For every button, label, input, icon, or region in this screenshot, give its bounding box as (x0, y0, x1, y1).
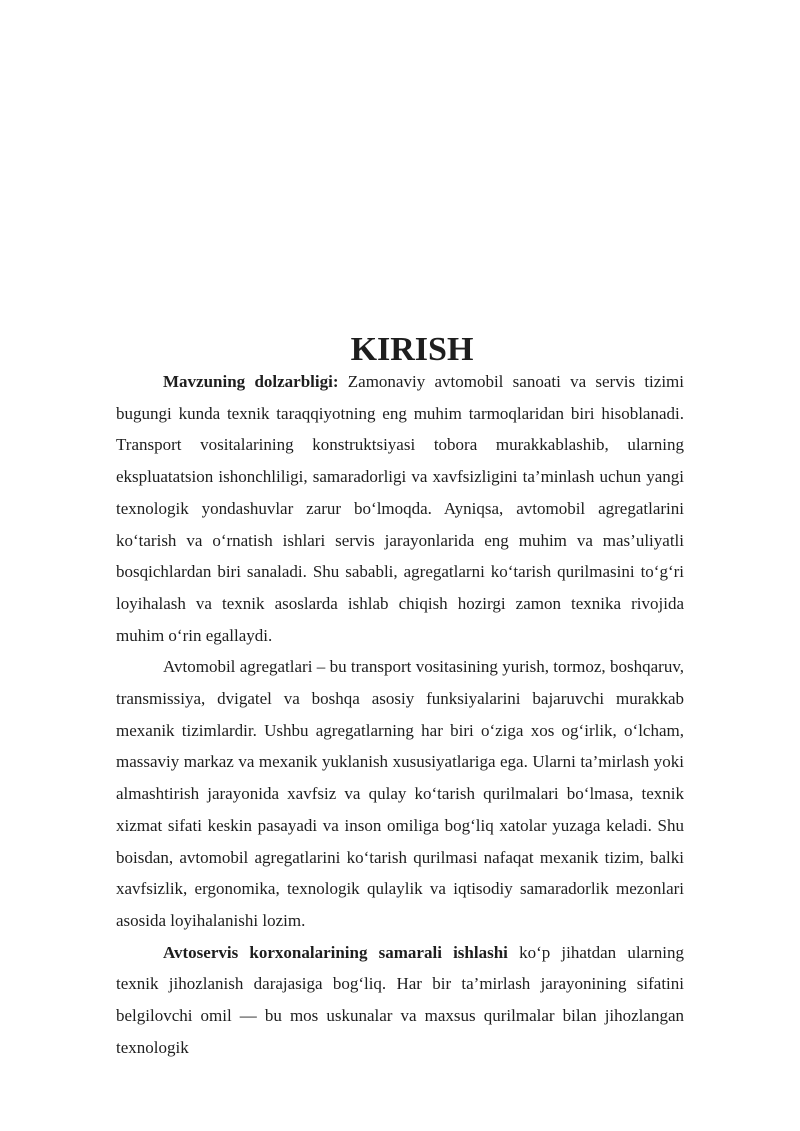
section-heading: KIRISH (350, 331, 474, 368)
paragraph-text: Avtomobil agregatlari – bu transport vositasining yurish, tormoz, boshqaruv, transmissiya, dvigatel va boshqa asosiy funksiyalarini bajaruvchi murakkab mexanik tizimlardir. Ushbu agregatlarning har biri o‘ziga xos og‘irlik, o‘lcham, massaviy markaz va mexanik yuklanish xususiyatlariga ega. Ularni ta’mirlash yoki almashtirish jarayonida xavfsiz va qulay ko‘tarish qurilmalari bo‘lmasa, texnik xizmat sifati keskin pasayadi va inson omiliga bog‘liq xatolar yuzaga keladi. Shu boisdan, avtomobil agregatlarini ko‘tarish qurilmasi nafaqat mexanik tizim, balki xavfsizlik, ergonomika, texnologik qulaylik va iqtisodiy samaradorlik mezonlari asosida loyihalanishi lozim. (116, 657, 684, 930)
document-body (116, 331, 684, 1063)
paragraph-aggregates (116, 651, 684, 936)
paragraph-relevance (116, 366, 684, 651)
paragraph-text: ko‘p jihatdan ularning texnik jihozlanish darajasiga bog‘liq. Har bir ta’mirlash jarayonining sifatini belgilovchi omil — bu mos uskunalar va maxsus qurilmalar bilan jihozlangan texnologik (116, 942, 684, 1057)
paragraph-lead: Avtoservis korxonalarining samarali ishlashi (163, 942, 508, 962)
paragraph-lead: Mavzuning dolzarbligi: (163, 372, 339, 391)
paragraph-service (116, 937, 684, 1064)
paragraph-text: Zamonaviy avtomobil sanoati va servis tizimi bugungi kunda texnik taraqqiyotning eng muhim tarmoqlaridan biri hisoblanadi. Transport vositalarining konstruktsiyasi tobora murakkablashib, ularning ekspluatatsion ishonchliligi, samaradorligi va xavfsizligini ta’minlash uchun yangi texnologik yondashuvlar zarur bo‘lmoqda. Ayniqsa, avtomobil agregatlarini ko‘tarish va o‘rnatish ishlari servis jarayonlarida eng muhim va mas’uliyatli bosqichlardan biri sanaladi. Shu sababli, agregatlarni ko‘tarish qurilmasini to‘g‘ri loyihalash va texnik asoslarda ishlab chiqish hozirgi zamon texnika rivojida muhim o‘rin egallaydi. (116, 372, 684, 645)
